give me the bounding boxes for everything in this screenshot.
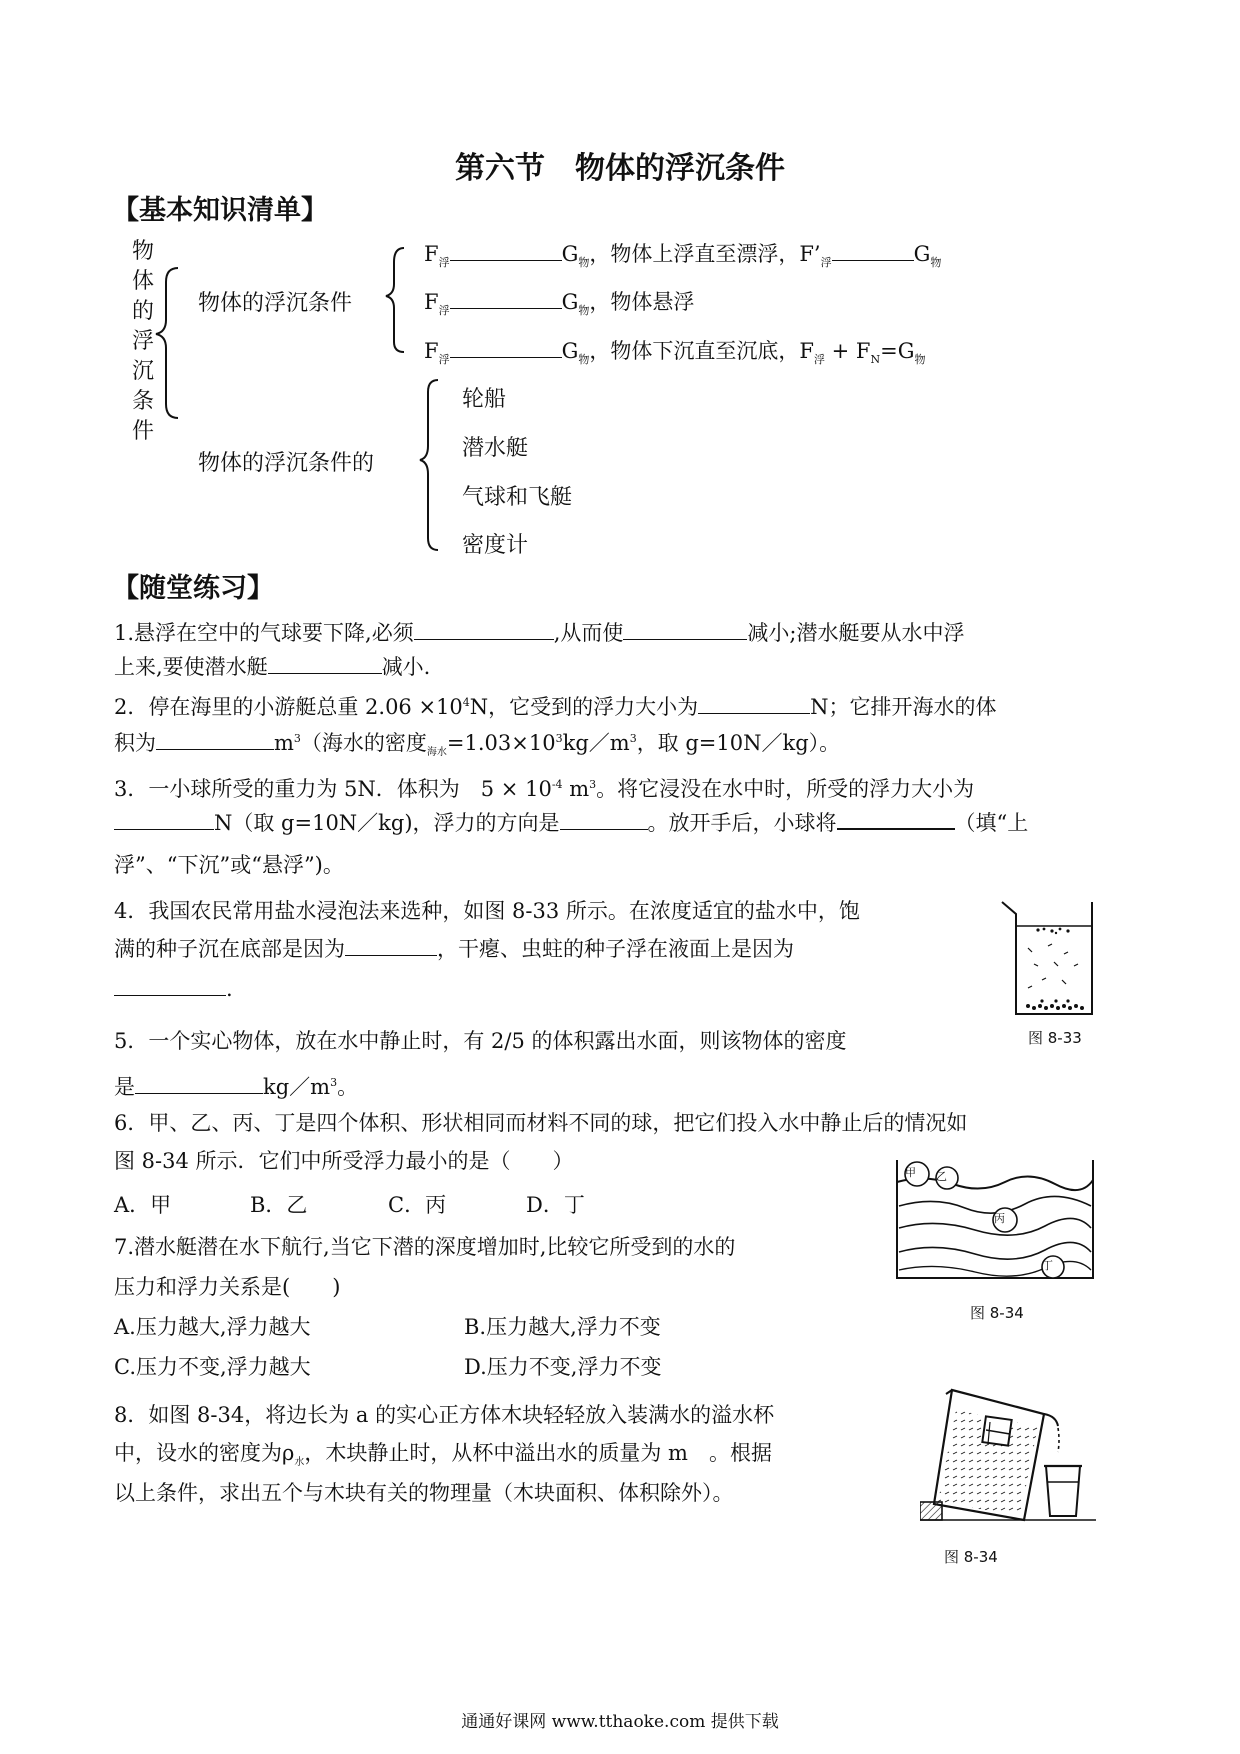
question-5-line-1: 5．一个实心物体，放在水中静止时，有 2/5 的体积露出水面，则该物体的密度 [114, 1029, 847, 1053]
question-1-line-2: 上来,要使潜水艇 减小. [114, 655, 431, 679]
application-ship: 轮船 [462, 387, 507, 412]
question-8-line-2: 中，设水的密度为$\rho_水$，木块静止时，从杯中溢出水的质量为 m 。根据 [114, 1441, 772, 1469]
ball-label-ding: 丁 [1042, 1259, 1053, 1272]
page-title: 第六节 物体的浮沉条件 [455, 151, 785, 186]
question-6-option-a: A．甲 [114, 1193, 172, 1217]
figure-8-33-salt-water-beaker [998, 900, 1094, 1018]
figure-8-34-overflow-cup [920, 1386, 1100, 1524]
question-4-line-1: 4．我国农民常用盐水浸泡法来选种，如图 8-33 所示。在浓度适宜的盐水中，饱 [114, 899, 860, 923]
knowledge-section-header: 【基本知识清单】 [112, 195, 328, 226]
ball-label-bing: 丙 [994, 1212, 1005, 1225]
root-char: 条 [132, 389, 155, 414]
branch-float-conditions: 物体的浮沉条件 [198, 291, 353, 316]
question-1-line-1: 1.悬浮在空中的气球要下降,必须 ,从而使 减小;潜水艇要从水中浮 [114, 621, 965, 645]
ball-label-yi: 乙 [936, 1170, 947, 1183]
question-6-option-b: B．乙 [250, 1193, 308, 1217]
question-3-line-2: N（取 g=10N／kg)，浮力的方向是 。放开手后，小球将 （填“上 [114, 810, 1028, 836]
question-7-option-c: C.压力不变,浮力越大 [114, 1355, 311, 1379]
question-6-option-c: C．丙 [388, 1193, 447, 1217]
question-2-line-1: 2．停在海里的小游艇总重 $2.06 \times 10^4N$，它受到的浮力大小为 N；它排开海水的体 [114, 695, 997, 719]
question-7-line-2: 压力和浮力关系是( ) [114, 1275, 341, 1299]
root-char: 物 [132, 239, 155, 264]
root-char: 体 [132, 269, 155, 294]
ball-label-jia: 甲 [905, 1166, 916, 1179]
application-balloon-airship: 气球和飞艇 [462, 485, 573, 510]
question-4-line-3: . [114, 976, 233, 1002]
practice-section-header: 【随堂练习】 [112, 573, 274, 604]
branch-applications: 物体的浮沉条件的 [198, 451, 375, 476]
application-hydrometer: 密度计 [462, 533, 529, 558]
question-5-line-2: 是 $kg/m^3$。 [114, 1075, 359, 1099]
question-6-option-d: D．丁 [526, 1193, 585, 1217]
question-4-line-2: 满的种子沉在底部是因为 ，干瘪、虫蛀的种子浮在液面上是因为 [114, 937, 794, 961]
question-7-option-d: D.压力不变,浮力不变 [464, 1355, 662, 1379]
root-char: 的 [132, 299, 155, 324]
condition-suspend: $F_浮$ $G_物$，物体悬浮 [424, 290, 695, 318]
question-2-line-2: 积为 $m^3$（海水的密度$_{海水}=1.03\times 10^3kg/m^3$，取 g=10N／kg）。 [114, 731, 841, 759]
question-3-line-1: 3．一小球所受的重力为 5N．体积为 $5 \times 10^{-4}$ $m^3$。将它浸没在水中时，所受的浮力大小为 [114, 777, 975, 801]
figure-8-33-caption: 图 8-33 [1028, 1029, 1082, 1047]
root-char: 件 [132, 419, 155, 444]
condition-sink: $F_浮$ $G_物$，物体下沉直至沉底，$F_浮 + F_N=G_物$ [424, 339, 926, 367]
question-6-line-1: 6．甲、乙、丙、丁是四个体积、形状相同而材料不同的球，把它们投入水中静止后的情况如 [114, 1111, 968, 1135]
application-submarine: 潜水艇 [462, 436, 529, 461]
question-6-line-2: 图 8-34 所示．它们中所受浮力最小的是（ ） [114, 1149, 574, 1173]
question-3-line-3: 浮”、“下沉”或“悬浮”)。 [114, 853, 344, 877]
figure-8-34-caption-b: 图 8-34 [944, 1548, 998, 1566]
question-8-line-3: 以上条件，求出五个与木块有关的物理量（木块面积、体积除外）。 [114, 1481, 734, 1505]
question-7-line-1: 7.潜水艇潜在水下航行,当它下潜的深度增加时,比较它所受到的水的 [114, 1235, 736, 1259]
condition-rise: $F_浮$ $G_物$，物体上浮直至漂浮，$F’_浮$ $G_物$ [424, 242, 942, 270]
question-8-line-1: 8．如图 8-34，将边长为 a 的实心正方体木块轻轻放入装满水的溢水杯 [114, 1403, 775, 1427]
knowledge-braces [0, 0, 1240, 560]
question-7-option-a: A.压力越大,浮力越大 [114, 1315, 311, 1339]
root-char: 浮 [132, 329, 155, 354]
figure-8-34-caption-a: 图 8-34 [970, 1304, 1024, 1322]
question-7-option-b: B.压力越大,浮力不变 [464, 1315, 661, 1339]
footer-credit: 通通好课网 www.tthaoke.com 提供下载 [461, 1712, 779, 1732]
root-char: 沉 [132, 359, 155, 384]
